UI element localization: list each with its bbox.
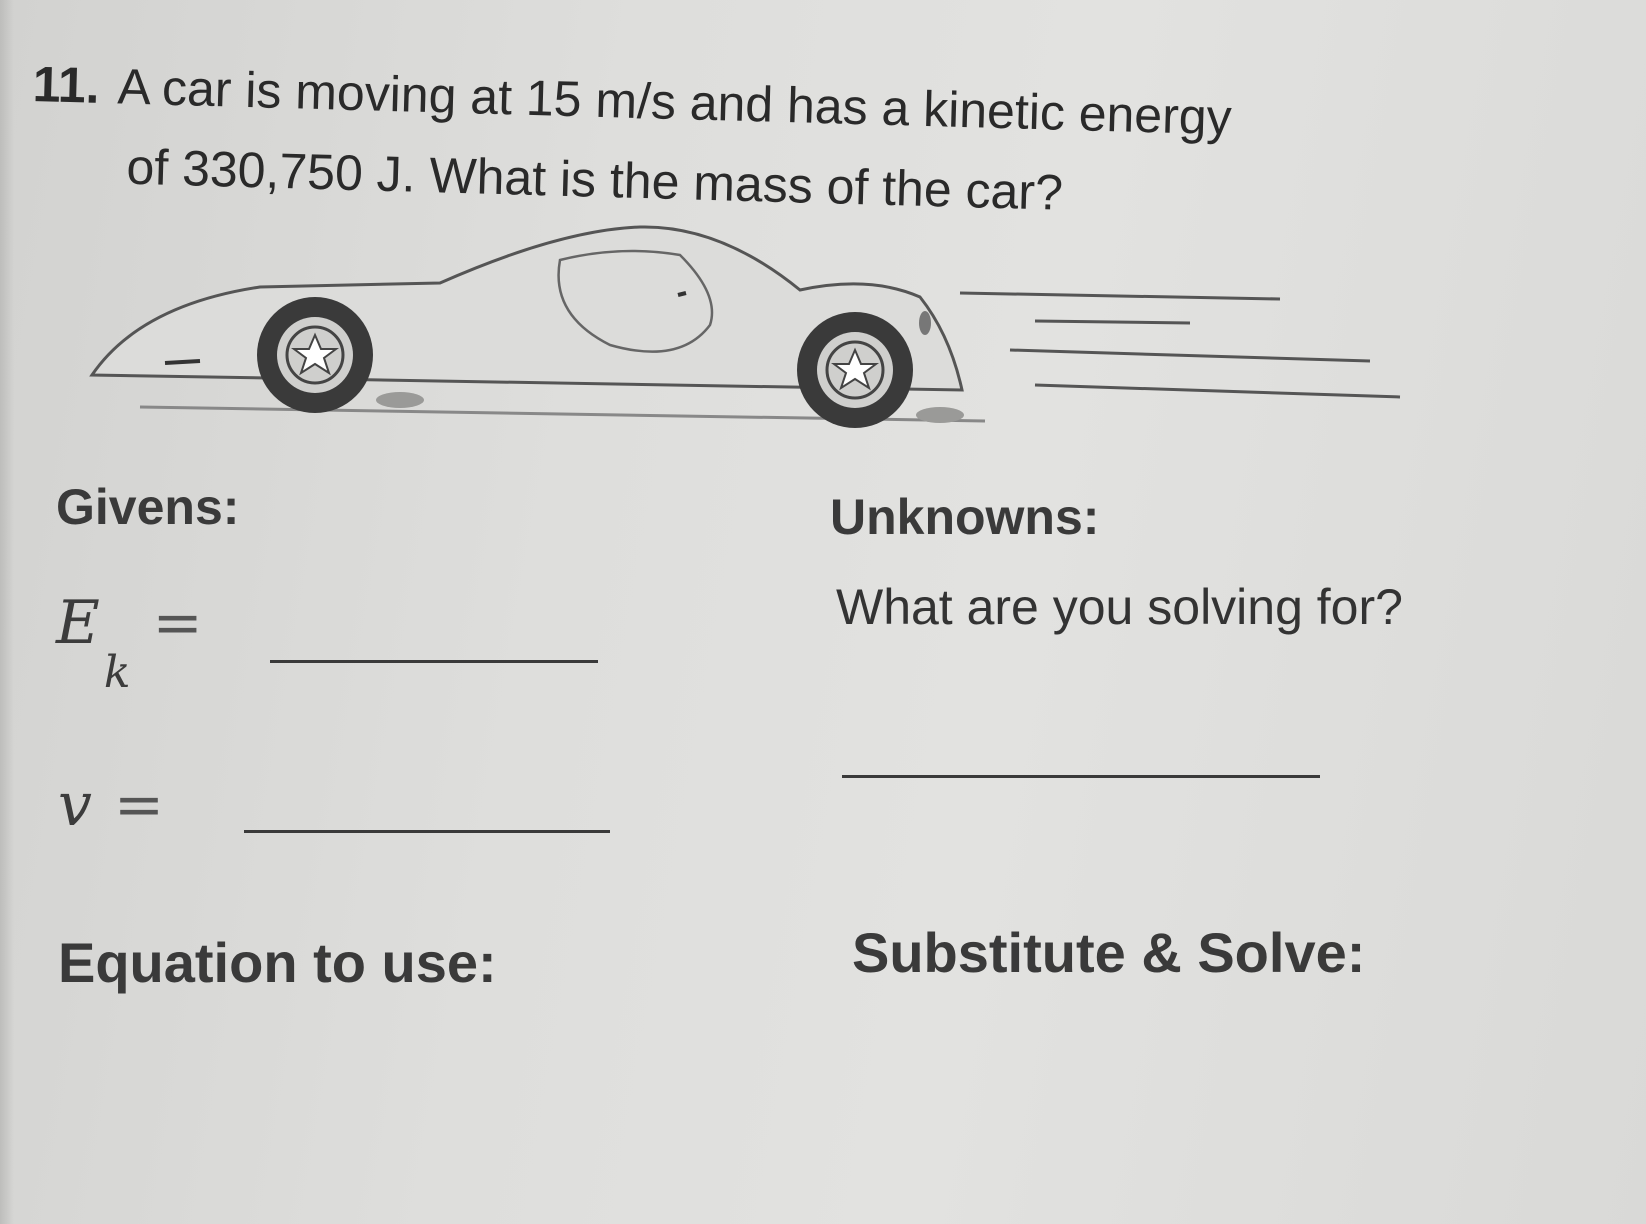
ek-equals: = <box>152 588 203 658</box>
car-illustration <box>80 225 1480 460</box>
car-headlight <box>919 311 931 335</box>
question-number: 11. <box>32 55 101 114</box>
equation-heading: Equation to use: <box>58 931 497 994</box>
unknown-answer-blank[interactable] <box>842 775 1320 778</box>
ek-answer-blank[interactable] <box>270 660 598 663</box>
ek-symbol: E <box>56 588 100 658</box>
ek-label <box>56 588 203 698</box>
v-equals: = <box>113 770 165 840</box>
givens-heading: Givens: <box>56 479 240 535</box>
page-edge-shadow <box>0 0 14 1224</box>
v-answer-blank[interactable] <box>244 830 610 833</box>
speed-line <box>1010 350 1370 361</box>
question-line-2: of 330,750 J. What is the mass of the car? <box>125 138 1064 221</box>
v-label <box>58 770 164 840</box>
speed-line <box>1035 385 1400 397</box>
ek-subscript: k <box>103 647 131 698</box>
unknowns-prompt: What are you solving for? <box>836 579 1403 635</box>
front-wheel <box>797 312 913 428</box>
solve-heading: Substitute & Solve: <box>852 921 1366 984</box>
question-text <box>30 44 1484 244</box>
unknowns-heading: Unknowns: <box>830 489 1100 545</box>
question-line-1-text: A car is moving at 15 m/s and has a kinetic energy <box>116 58 1233 146</box>
rear-wheel <box>257 297 373 413</box>
v-symbol: v <box>58 770 92 840</box>
speed-line <box>1035 321 1190 323</box>
speed-line <box>960 293 1280 299</box>
